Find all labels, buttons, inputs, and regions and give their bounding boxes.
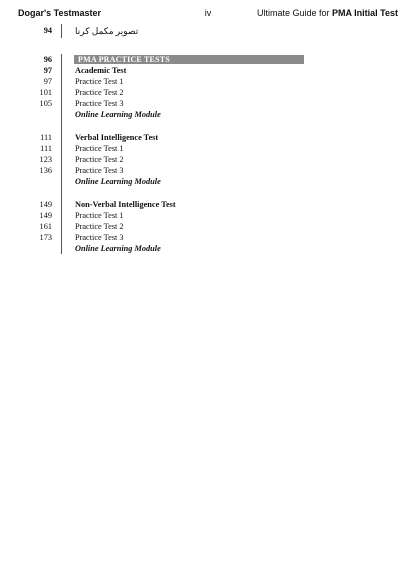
toc-page: 105	[39, 99, 52, 108]
toc-label: Practice Test 3	[75, 233, 124, 242]
toc-label: Practice Test 1	[75, 211, 124, 220]
toc-page: 111	[40, 144, 52, 153]
toc-page: 123	[39, 155, 52, 164]
toc-divider	[61, 210, 62, 221]
toc-section-title: Non-Verbal Intelligence Test	[75, 200, 176, 209]
toc-divider	[61, 154, 62, 165]
toc-row	[30, 98, 300, 109]
toc-page: 173	[39, 233, 52, 242]
toc-page: 149	[39, 200, 52, 209]
toc-page: 111	[40, 133, 52, 142]
toc-label: Practice Test 2	[75, 222, 124, 231]
toc-divider	[61, 24, 62, 38]
toc-divider	[61, 243, 62, 254]
table-of-contents	[30, 24, 300, 254]
toc-page: 161	[39, 222, 52, 231]
toc-label: Practice Test 1	[75, 144, 124, 153]
toc-section-title: Verbal Intelligence Test	[75, 133, 159, 142]
toc-divider	[61, 165, 62, 176]
toc-page: 94	[43, 26, 52, 35]
toc-module-label: Online Learning Module	[75, 244, 161, 253]
toc-page: 149	[39, 211, 52, 220]
toc-gap	[30, 187, 300, 199]
toc-label-urdu: تصویر مکمل کرنا	[75, 26, 139, 36]
toc-row	[30, 143, 300, 154]
header-guide-prefix: Ultimate Guide for	[256, 8, 332, 18]
toc-label: Practice Test 2	[75, 88, 124, 97]
toc-divider	[61, 65, 62, 76]
toc-page: 101	[39, 88, 52, 97]
header-page-number: iv	[204, 8, 212, 18]
toc-divider	[61, 98, 62, 109]
toc-gap	[30, 120, 300, 132]
toc-label: Practice Test 3	[75, 166, 124, 175]
toc-label: Practice Test 1	[75, 77, 124, 86]
toc-divider	[61, 199, 62, 210]
toc-row-module	[30, 243, 300, 254]
toc-divider	[61, 221, 62, 232]
toc-divider	[61, 176, 62, 187]
header-guide-bold: PMA Initial Test	[331, 8, 398, 18]
toc-divider	[61, 132, 62, 143]
toc-page: 136	[39, 166, 52, 175]
toc-row	[30, 154, 300, 165]
toc-row	[30, 165, 300, 176]
toc-row	[30, 210, 300, 221]
toc-row	[30, 232, 300, 243]
toc-row	[30, 87, 300, 98]
toc-row-nonverbal-title	[30, 199, 300, 210]
toc-row-module	[30, 109, 300, 120]
toc-page: 97	[43, 77, 52, 86]
toc-row	[30, 76, 300, 87]
toc-row	[30, 221, 300, 232]
toc-row-banner	[30, 54, 300, 65]
toc-label: Practice Test 3	[75, 99, 124, 108]
toc-divider	[61, 187, 62, 199]
toc-page: 96	[43, 55, 52, 64]
toc-divider	[61, 76, 62, 87]
toc-page: 97	[43, 66, 52, 75]
toc-divider	[61, 232, 62, 243]
toc-row-top	[30, 24, 300, 38]
header-book-title: Dogar's Testmaster	[18, 8, 102, 18]
toc-divider	[61, 109, 62, 120]
toc-divider	[61, 54, 62, 65]
toc-gap	[30, 38, 300, 54]
toc-divider	[61, 87, 62, 98]
toc-section-title: Academic Test	[75, 66, 127, 75]
page-header	[18, 8, 398, 22]
section-banner: PMA PRACTICE TESTS	[74, 55, 304, 64]
toc-module-label: Online Learning Module	[75, 177, 161, 186]
header-guide-title	[257, 8, 398, 18]
toc-module-label: Online Learning Module	[75, 110, 161, 119]
toc-divider	[61, 143, 62, 154]
toc-row-verbal-title	[30, 132, 300, 143]
toc-divider	[61, 120, 62, 132]
toc-row-academic-title	[30, 65, 300, 76]
toc-label: Practice Test 2	[75, 155, 124, 164]
toc-row-module	[30, 176, 300, 187]
